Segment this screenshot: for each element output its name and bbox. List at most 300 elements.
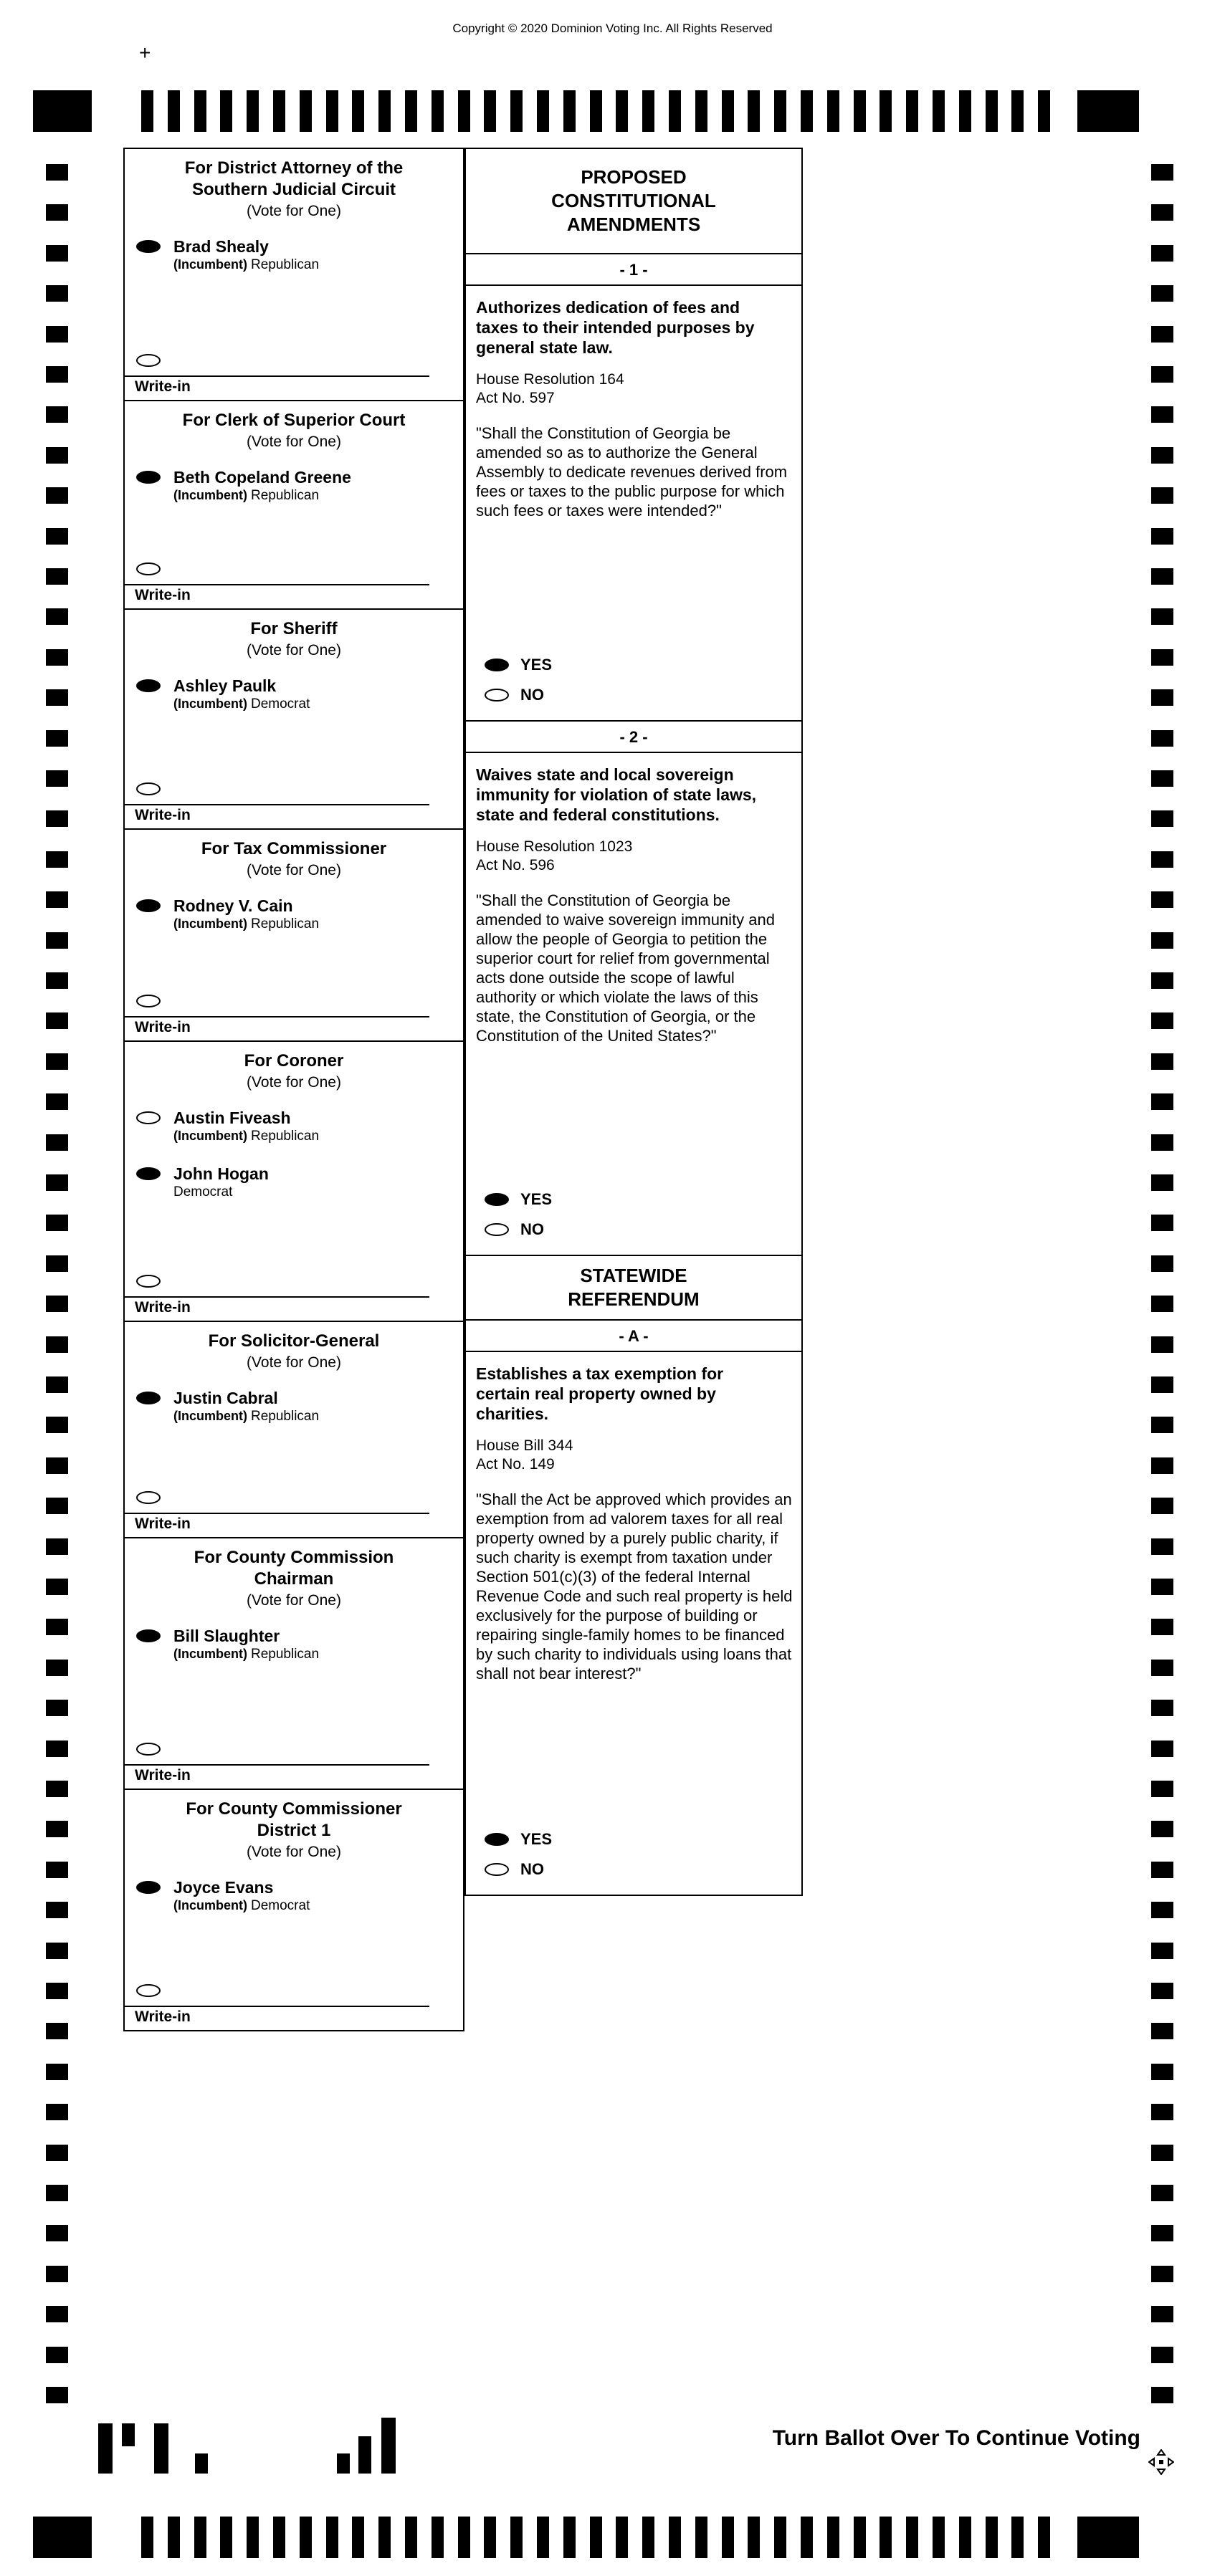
timing-bar (168, 90, 180, 132)
candidate-info (173, 1109, 319, 1144)
timing-mark (1151, 1619, 1173, 1635)
timing-mark (1151, 1215, 1173, 1231)
write-in-label: Write-in (135, 807, 191, 823)
timing-bar (141, 2517, 153, 2558)
measure-summary-line: Establishes a tax exemption for (476, 1364, 724, 1383)
contest-title (125, 158, 463, 201)
timing-mark (1151, 608, 1173, 625)
timing-mark (46, 285, 68, 302)
timing-block (1077, 2517, 1139, 2558)
measure-summary-line: Waives state and local sovereign (476, 765, 734, 784)
contest-box (123, 400, 464, 610)
measure-references (466, 1437, 801, 1474)
flip-ballot-icon (1148, 2449, 1174, 2475)
timing-bar (880, 2517, 892, 2558)
timing-mark (46, 649, 68, 666)
write-in-oval[interactable] (136, 354, 161, 367)
measure-box (464, 720, 803, 1256)
timing-mark (46, 1093, 68, 1110)
timing-mark (46, 972, 68, 989)
candidate-info (173, 1389, 319, 1425)
timing-mark (46, 1296, 68, 1312)
timing-bar (1038, 90, 1050, 132)
incumbent-label: (Incumbent) (173, 1647, 251, 1661)
timing-mark (46, 1174, 68, 1191)
timing-mark (1151, 1862, 1173, 1878)
contest-box (123, 1321, 464, 1538)
timing-mark (1151, 2306, 1173, 2322)
write-in-row (125, 560, 463, 575)
timing-mark (1151, 447, 1173, 464)
no-choice (485, 1220, 801, 1239)
timing-mark (46, 568, 68, 585)
candidate-name: Joyce Evans (173, 1878, 274, 1897)
timing-mark (46, 2023, 68, 2039)
timing-mark (46, 730, 68, 747)
timing-bar (458, 90, 470, 132)
timing-mark (1151, 487, 1173, 504)
write-in-oval[interactable] (136, 1984, 161, 1997)
timing-bar (300, 90, 312, 132)
timing-mark (46, 608, 68, 625)
no-oval[interactable] (485, 1863, 509, 1876)
timing-mark (1151, 1741, 1173, 1757)
yes-label: YES (520, 1830, 553, 1848)
candidate-party: Democrat (173, 1184, 233, 1200)
timing-bar (854, 90, 866, 132)
measures-header-line: STATEWIDE (580, 1265, 687, 1286)
measure-choices (466, 1819, 801, 1895)
timing-mark (1151, 1012, 1173, 1029)
timing-mark (46, 1660, 68, 1676)
timing-mark (46, 1012, 68, 1029)
timing-bar (432, 2517, 444, 2558)
timing-mark (46, 1498, 68, 1514)
timing-mark (46, 1457, 68, 1474)
timing-mark (46, 2185, 68, 2201)
candidate-name: Brad Shealy (173, 237, 269, 256)
measure-summary-line: Authorizes dedication of fees and (476, 298, 740, 317)
timing-mark (1151, 1498, 1173, 1514)
measure-choices (466, 1179, 801, 1255)
timing-bar (590, 90, 602, 132)
timing-bar (854, 2517, 866, 2558)
measures-header-line: REFERENDUM (568, 1288, 700, 1310)
measures-header (464, 1255, 803, 1321)
timing-mark (1151, 528, 1173, 545)
vote-for-instruction: (Vote for One) (247, 1844, 341, 1860)
candidate-party: (Incumbent) Republican (173, 1409, 320, 1424)
timing-bar (669, 2517, 681, 2558)
candidate-oval-filled[interactable] (136, 899, 161, 912)
contest-title (125, 1547, 463, 1590)
timing-mark (1151, 406, 1173, 423)
timing-mark (46, 204, 68, 221)
timing-bar (616, 2517, 628, 2558)
contest-title-line: For Solicitor-General (208, 1331, 380, 1351)
measure-references (466, 370, 801, 408)
candidate-info (173, 676, 310, 712)
vote-for-instruction: (Vote for One) (247, 203, 341, 219)
timing-bar (722, 2517, 734, 2558)
timing-mark (46, 1741, 68, 1757)
contest-box (123, 148, 464, 401)
timing-mark (46, 1053, 68, 1070)
write-in-row (125, 1272, 463, 1288)
candidate-info (173, 896, 319, 932)
timing-bar (642, 2517, 654, 2558)
vote-for-instruction: (Vote for One) (247, 434, 341, 450)
timing-mark (46, 1417, 68, 1433)
candidate-oval-filled[interactable] (136, 679, 161, 692)
barcode-bar (358, 2436, 371, 2474)
write-in-oval[interactable] (136, 782, 161, 795)
measure-box (464, 1319, 803, 1896)
timing-bar (484, 90, 496, 132)
contest-title-line: For District Attorney of the (184, 158, 404, 178)
yes-oval[interactable] (485, 659, 509, 671)
candidate-info (173, 1164, 269, 1200)
candidate-row (125, 1109, 463, 1144)
timing-bar (959, 2517, 971, 2558)
measure-question: "Shall the Constitution of Georgia be amended to waive sovereign immunity and allow the people of Georgia to petition the superior court for relief from governmental acts done outside the scope of lawful authority or which violate the laws of this state, the Constitution of Georgia, or the Constitution of the United States?" (476, 891, 776, 1045)
timing-mark (46, 2225, 68, 2241)
candidate-oval-filled[interactable] (136, 1167, 161, 1180)
timing-bar (273, 90, 285, 132)
contest-title-line: For Coroner (244, 1051, 344, 1071)
contest-box (123, 1040, 464, 1322)
candidate-party: (Incumbent) Republican (173, 1647, 320, 1662)
yes-label: YES (520, 656, 553, 674)
timing-mark (1151, 1134, 1173, 1151)
candidate-row (125, 1164, 463, 1200)
timing-bar (774, 2517, 786, 2558)
timing-mark (1151, 770, 1173, 787)
timing-bar (801, 90, 813, 132)
candidate-row (125, 1878, 463, 1914)
write-in-label: Write-in (135, 1299, 191, 1316)
measure-summary-line: immunity for violation of state laws, (476, 785, 757, 804)
timing-bar (1011, 2517, 1024, 2558)
timing-bar (616, 90, 628, 132)
contest-title-line: For Tax Commissioner (201, 839, 387, 858)
timing-mark (46, 1862, 68, 1878)
timing-mark (46, 1134, 68, 1151)
no-oval[interactable] (485, 1223, 509, 1236)
timing-mark (46, 1781, 68, 1797)
timing-mark (1151, 285, 1173, 302)
vote-for-instruction: (Vote for One) (247, 1592, 341, 1609)
write-in-label: Write-in (135, 2008, 191, 2025)
timing-block (33, 90, 92, 132)
candidate-oval-filled[interactable] (136, 240, 161, 253)
timing-bar (378, 90, 391, 132)
timing-mark (1151, 204, 1173, 221)
timing-mark (1151, 1255, 1173, 1272)
candidate-info (173, 1878, 310, 1914)
timing-mark (1151, 1538, 1173, 1555)
measure-summary-line: state and federal constitutions. (476, 805, 720, 824)
measure-question: "Shall the Act be approved which provides an exemption from ad valorem taxes for all real property owned by a purely public charity, if such charity is exempt from taxation under Section 501(c)(3) of the federal Internal Revenue Code and such real property is held exclusively for the purpose of building or repairing single-family homes to be financed by such charity to individuals using loans that shall not bear interest?" (476, 1490, 793, 1682)
contest-title (125, 1799, 463, 1842)
timing-mark (46, 1619, 68, 1635)
timing-mark (1151, 689, 1173, 706)
candidate-row (125, 1389, 463, 1425)
timing-bar (1011, 90, 1024, 132)
timing-mark (1151, 851, 1173, 868)
timing-mark (1151, 2225, 1173, 2241)
timing-mark (1151, 1174, 1173, 1191)
yes-oval[interactable] (485, 1833, 509, 1846)
timing-mark (46, 528, 68, 545)
timing-mark (1151, 1093, 1173, 1110)
candidate-name: Beth Copeland Greene (173, 468, 351, 487)
measure-summary (466, 297, 801, 358)
timing-mark (1151, 245, 1173, 262)
candidate-name: Ashley Paulk (173, 676, 277, 695)
timing-mark (1151, 1053, 1173, 1070)
contest-title-line: For County Commissioner (186, 1799, 402, 1819)
timing-mark (46, 2387, 68, 2403)
vote-for-instruction: (Vote for One) (247, 1074, 341, 1091)
write-in-row (125, 780, 463, 795)
measure-summary-line: taxes to their intended purposes by (476, 318, 755, 337)
candidate-name: Bill Slaughter (173, 1627, 280, 1645)
incumbent-label: (Incumbent) (173, 488, 251, 502)
timing-mark (1151, 1296, 1173, 1312)
no-choice (485, 1860, 801, 1879)
timing-bar (590, 2517, 602, 2558)
timing-bar (352, 90, 364, 132)
contest-title (125, 410, 463, 431)
timing-mark (1151, 1943, 1173, 1959)
contest-title-line: Chairman (254, 1569, 334, 1589)
timing-mark (46, 1215, 68, 1231)
timing-mark (1151, 366, 1173, 383)
no-choice (485, 686, 801, 704)
candidate-name: Rodney V. Cain (173, 896, 293, 915)
timing-bar (458, 2517, 470, 2558)
timing-bar (563, 2517, 576, 2558)
timing-mark (46, 1700, 68, 1716)
timing-mark (46, 891, 68, 908)
vote-for-instruction: (Vote for One) (247, 1354, 341, 1371)
contest-box (123, 608, 464, 830)
timing-mark (1151, 2104, 1173, 2120)
no-oval[interactable] (485, 689, 509, 702)
candidate-row (125, 237, 463, 273)
incumbent-label: (Incumbent) (173, 696, 251, 711)
timing-mark (46, 1255, 68, 1272)
candidate-info (173, 1627, 319, 1662)
contest-title-line: For Clerk of Superior Court (182, 411, 406, 430)
contest-box (123, 1789, 464, 2031)
write-in-oval[interactable] (136, 1743, 161, 1756)
candidate-oval-filled[interactable] (136, 1629, 161, 1642)
timing-bar (695, 90, 707, 132)
timing-bar (168, 2517, 180, 2558)
timing-bar (748, 90, 760, 132)
timing-mark (1151, 2023, 1173, 2039)
write-in-oval[interactable] (136, 562, 161, 575)
candidate-info (173, 468, 351, 504)
measures-header (464, 148, 803, 254)
timing-bar (273, 2517, 285, 2558)
contest-title-line: Southern Judicial Circuit (191, 180, 396, 199)
measure-number: - A - (466, 1321, 801, 1352)
timing-bar (827, 2517, 839, 2558)
no-label: NO (520, 686, 544, 704)
measure-number: - 2 - (466, 722, 801, 753)
timing-mark (46, 1983, 68, 1999)
measure-reference-line: House Bill 344 (476, 1437, 573, 1454)
timing-bar (194, 90, 206, 132)
candidate-party: (Incumbent) Republican (173, 488, 320, 503)
timing-mark (46, 2064, 68, 2080)
measure-reference-line: Act No. 597 (476, 390, 555, 406)
copyright-notice: Copyright © 2020 Dominion Voting Inc. All Rights Reserved (452, 21, 773, 35)
candidate-oval-filled[interactable] (136, 471, 161, 484)
no-label: NO (520, 1860, 544, 1878)
timing-bar (510, 90, 523, 132)
contest-title-line: For County Commission (194, 1548, 394, 1567)
timing-bar (300, 2517, 312, 2558)
timing-bar (326, 2517, 338, 2558)
timing-mark (46, 487, 68, 504)
timing-bar (141, 90, 153, 132)
write-in-row (125, 992, 463, 1007)
contest-box (123, 828, 464, 1042)
vote-for-instruction: (Vote for One) (247, 642, 341, 659)
registration-mark: + (139, 42, 151, 64)
incumbent-label: (Incumbent) (173, 1898, 251, 1912)
timing-mark (46, 447, 68, 464)
contest-title (125, 1331, 463, 1352)
timing-mark (46, 2145, 68, 2161)
write-in-row (125, 1488, 463, 1504)
timing-mark (46, 689, 68, 706)
timing-mark (1151, 1781, 1173, 1797)
measures-header-line: PROPOSED (581, 166, 687, 188)
measure-box (464, 253, 803, 722)
timing-mark (1151, 972, 1173, 989)
measure-reference-line: House Resolution 1023 (476, 838, 633, 855)
write-in-row (125, 1981, 463, 1997)
timing-bar (247, 90, 259, 132)
write-in-oval[interactable] (136, 1491, 161, 1504)
timing-mark (1151, 932, 1173, 949)
timing-bar (933, 90, 945, 132)
timing-bar (510, 2517, 523, 2558)
candidate-name: John Hogan (173, 1164, 269, 1183)
measure-reference-line: Act No. 596 (476, 857, 555, 873)
candidate-oval-filled[interactable] (136, 1881, 161, 1894)
candidate-row (125, 896, 463, 932)
candidate-oval[interactable] (136, 1111, 161, 1124)
candidate-info (173, 237, 319, 273)
contest-title (125, 838, 463, 860)
candidate-party: (Incumbent) Republican (173, 257, 320, 272)
measure-summary (466, 1364, 801, 1424)
write-in-row (125, 351, 463, 367)
timing-mark (46, 366, 68, 383)
contest-title (125, 618, 463, 640)
timing-block (33, 2517, 92, 2558)
timing-bar (906, 90, 918, 132)
write-in-oval[interactable] (136, 995, 161, 1007)
timing-mark (1151, 810, 1173, 827)
timing-bar (326, 90, 338, 132)
timing-mark (46, 245, 68, 262)
contest-title-line: For Sheriff (250, 619, 338, 638)
timing-mark (46, 1821, 68, 1837)
timing-bar (484, 2517, 496, 2558)
barcode-bar (122, 2423, 135, 2446)
measure-question: "Shall the Constitution of Georgia be amended so as to authorize the General Assembly to dedicate revenues derived from fees or taxes to the public purpose for which such fees or taxes were intended?" (476, 424, 788, 519)
timing-bar (748, 2517, 760, 2558)
timing-mark (1151, 1700, 1173, 1716)
timing-mark (1151, 2064, 1173, 2080)
timing-bar (220, 2517, 232, 2558)
timing-mark (46, 1538, 68, 1555)
timing-bar (959, 90, 971, 132)
timing-bar (220, 90, 232, 132)
incumbent-label: (Incumbent) (173, 916, 251, 931)
yes-oval[interactable] (485, 1193, 509, 1206)
timing-mark (1151, 1579, 1173, 1595)
barcode-bar (381, 2418, 396, 2474)
timing-block (1077, 90, 1139, 132)
incumbent-label: (Incumbent) (173, 1409, 251, 1423)
timing-mark (46, 810, 68, 827)
timing-mark (1151, 2387, 1173, 2403)
contests-column (123, 148, 464, 2031)
timing-bar (642, 90, 654, 132)
timing-mark (46, 1336, 68, 1353)
timing-bar (906, 2517, 918, 2558)
timing-mark (1151, 2145, 1173, 2161)
measure-summary-line: certain real property owned by (476, 1384, 716, 1403)
timing-bar (986, 90, 998, 132)
timing-mark (46, 932, 68, 949)
timing-bar (537, 90, 549, 132)
timing-mark (46, 406, 68, 423)
timing-mark (1151, 2266, 1173, 2282)
timing-mark (1151, 1376, 1173, 1393)
timing-mark (46, 1902, 68, 1918)
timing-mark (46, 2266, 68, 2282)
candidate-party: (Incumbent) Democrat (173, 696, 310, 712)
measures-header-line: AMENDMENTS (566, 214, 701, 235)
write-in-row (125, 1740, 463, 1756)
incumbent-label: (Incumbent) (173, 257, 251, 272)
candidate-oval-filled[interactable] (136, 1392, 161, 1404)
yes-label: YES (520, 1190, 553, 1208)
timing-bar (986, 2517, 998, 2558)
write-in-label: Write-in (135, 587, 191, 603)
timing-mark (1151, 649, 1173, 666)
write-in-oval[interactable] (136, 1275, 161, 1288)
timing-mark (1151, 1457, 1173, 1474)
write-in-label: Write-in (135, 1516, 191, 1532)
timing-mark (1151, 730, 1173, 747)
timing-mark (46, 2306, 68, 2322)
yes-choice (485, 656, 801, 674)
timing-bar (880, 90, 892, 132)
measure-summary-line: general state law. (476, 338, 613, 357)
measure-number: - 1 - (466, 254, 801, 286)
timing-mark (46, 1376, 68, 1393)
